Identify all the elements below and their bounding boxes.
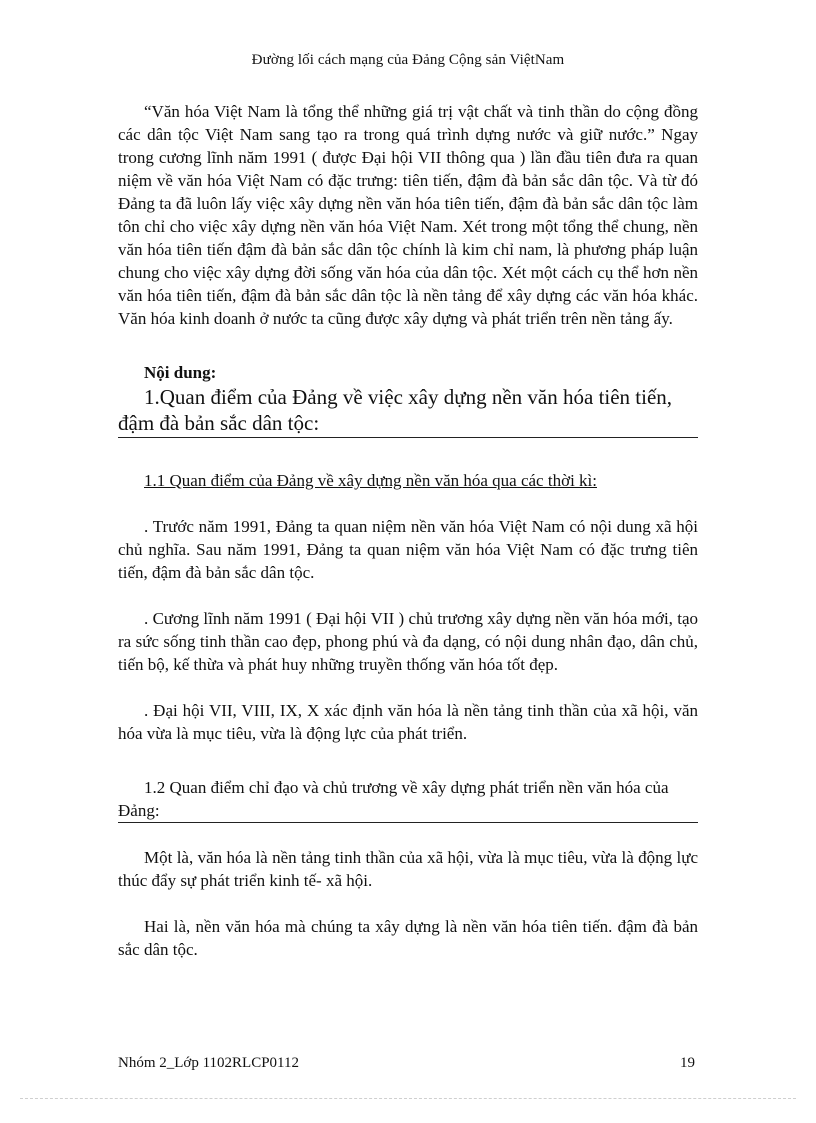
subsection-heading-1-1: 1.1 Quan điểm của Đảng về xây dựng nền văn hóa qua các thời kì: <box>144 471 597 490</box>
subsection-heading-1-2: 1.2 Quan điểm chỉ đạo và chủ trương về xây dựng phát triển nền văn hóa của Đảng: <box>118 776 698 823</box>
principle-paragraph-1: Một là, văn hóa là nền tảng tinh thần của xã hội, vừa là mục tiêu, vừa là động lực thúc đẩy sự phát triển kinh tế- xã hội. <box>118 848 698 890</box>
principle-paragraph-2: Hai là, nền văn hóa mà chúng ta xây dựng là nền văn hóa tiên tiến. đậm đà bản sắc dân tộc. <box>118 917 698 959</box>
running-header: Đường lối cách mạng của Đảng Cộng sản ViệtNam <box>251 52 565 68</box>
point-paragraph-3: . Đại hội VII, VIII, IX, X xác định văn hóa là nền tảng tinh thần của xã hội, văn hóa vừa là mục tiêu, vừa là động lực của phát triển. <box>118 701 698 743</box>
document-body <box>118 100 698 961</box>
point-paragraph-1: . Trước năm 1991, Đảng ta quan niệm nền văn hóa Việt Nam có nội dung xã hội chủ nghĩa. Sau năm 1991, Đảng ta quan niệm văn hóa Việt Nam có đặc trưng tiên tiến, đậm đà bản sắc dân tộc. <box>118 517 698 582</box>
page-number: 19 <box>680 1055 695 1071</box>
section-heading-1: 1.Quan điểm của Đảng về việc xây dựng nền văn hóa tiên tiến, đậm đà bản sắc dân tộc: <box>118 384 698 438</box>
footer-group-class: Nhóm 2_Lớp 1102RLCP0112 <box>118 1055 299 1071</box>
point-paragraph-2: . Cương lĩnh năm 1991 ( Đại hội VII ) chủ trương xây dựng nền văn hóa mới, tạo ra sức sống tinh thần cao đẹp, phong phú và đa dạng, có nội dung nhân đạo, dân chủ, tiến bộ, kế thừa và phát huy những truyền thống văn hóa tốt đẹp. <box>118 609 698 674</box>
content-label: Nội dung: <box>144 363 217 382</box>
page-boundary-divider <box>20 1098 796 1099</box>
intro-paragraph: “Văn hóa Việt Nam là tổng thể những giá trị vật chất và tinh thần do cộng đồng các dân tộc Việt Nam sang tạo ra trong quá trình dựng nước và giữ nước.” Ngay trong cương lĩnh năm 1991 ( được Đại hội VII thông qua ) lần đầu tiên đưa ra quan niệm về văn hóa Việt Nam có đặc trưng: tiên tiến, đậm đà bản sắc dân tộc. Và từ đó Đảng ta đã luôn lấy việc xây dựng nền văn hóa tiên tiến, đậm đà bản sắc dân tộc làm tôn chỉ cho việc xây dựng nền văn hóa Việt Nam. Xét trong một tổng thể chung, nền văn hóa tiên tiến đậm đà bản sắc dân tộc chính là kim chỉ nam, là phương pháp luận chung cho việc xây dựng đời sống văn hóa của dân tộc. Xét một cách cụ thể hơn nền văn hóa tiên tiến, đậm đà bản sắc dân tộc là nền tảng để xây dựng các văn hóa khác. Văn hóa kinh doanh ở nước ta cũng được xây dựng và phát triển trên nền tảng ấy. <box>118 102 698 328</box>
